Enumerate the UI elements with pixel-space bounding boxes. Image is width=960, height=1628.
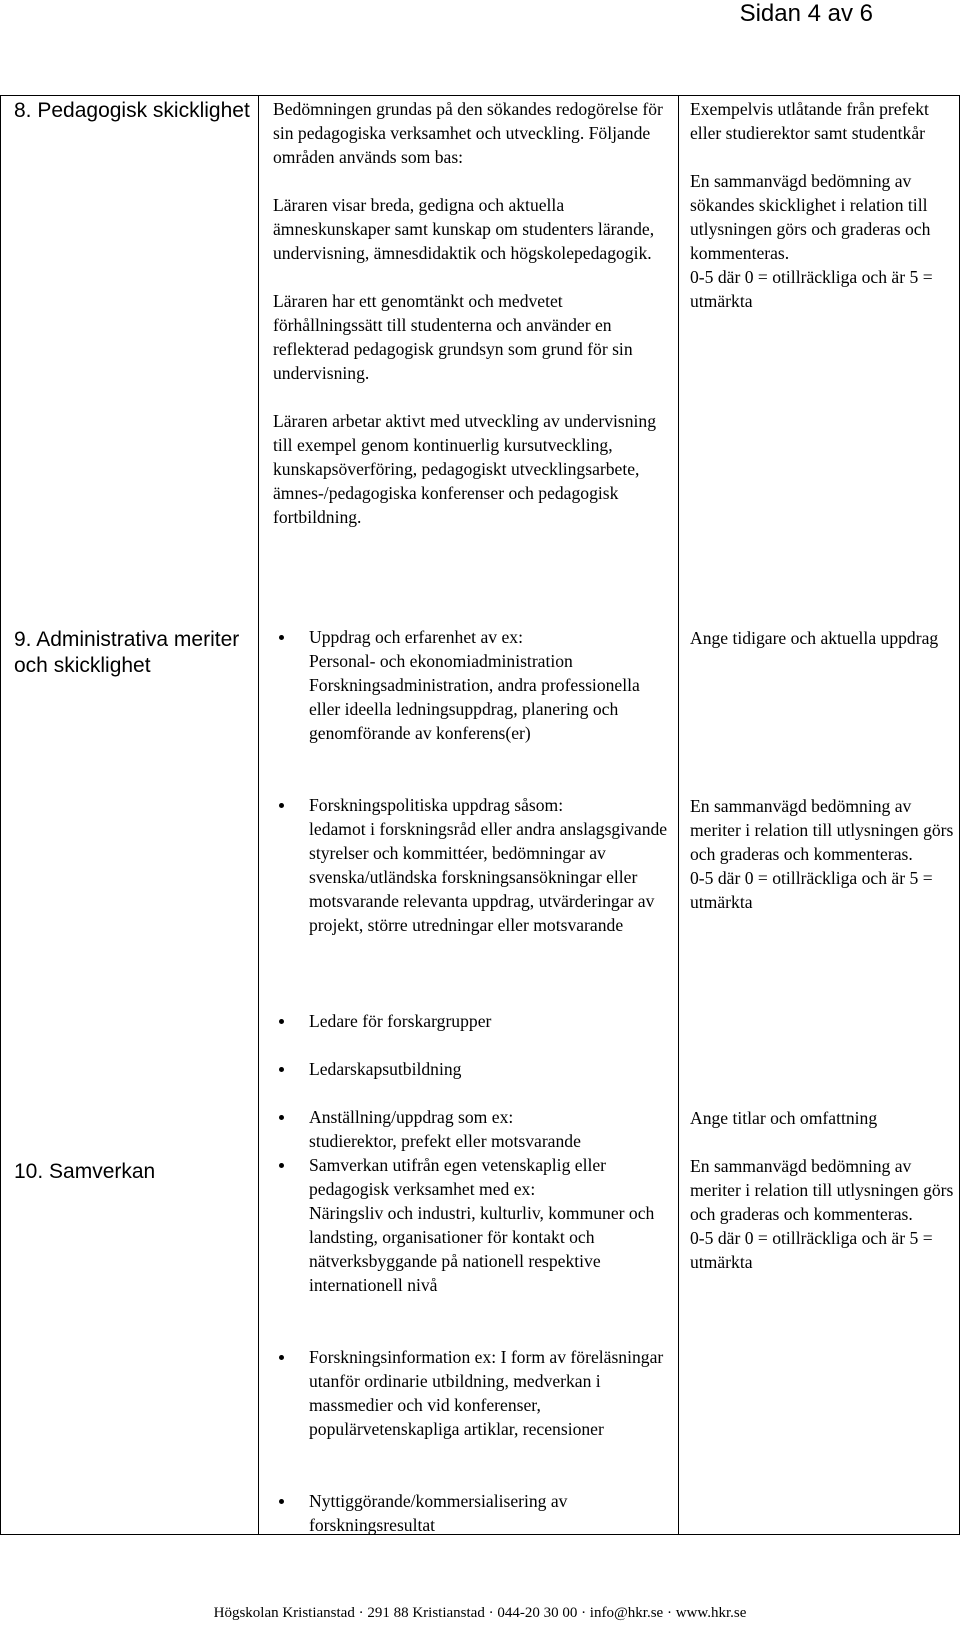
description-paragraph: Läraren har ett genomtänkt och medvetet förhållningssätt till studenterna och använder en reflekterad pedagogisk grundsyn som grund för sin undervisning. [273, 291, 633, 383]
list-item-text: studierektor, prefekt eller motsvarande [309, 1131, 581, 1151]
description-paragraph: Läraren arbetar aktivt med utveckling av undervisning till exempel genom kontinuerlig kursutveckling, kunskapsöverföring, pedagogiskt utvecklingsarbete, ämnes-/pedagogiska konferenser och pedagogisk fortbildning. [273, 411, 657, 527]
list-item-text: Uppdrag och erfarenhet av ex: [309, 627, 523, 647]
list-item-text: Ledarskapsutbildning [309, 1059, 462, 1079]
bullet-icon [279, 1499, 284, 1504]
note-text: 0-5 där 0 = otillräckliga och är 5 = utmärkta [690, 868, 933, 912]
section-notes-samverkan [690, 1154, 954, 1274]
list-item-text: Anställning/uppdrag som ex: [309, 1107, 514, 1127]
note-text: Ange tidigare och aktuella uppdrag [690, 628, 939, 648]
list-item-text: Forskningspolitiska uppdrag såsom: [309, 795, 564, 815]
note-text: 0-5 där 0 = otillräckliga och är 5 = utmärkta [690, 267, 933, 311]
column-divider-2 [678, 95, 679, 1535]
bullet-icon [279, 803, 284, 808]
column-divider-1 [258, 95, 259, 1535]
bullet-icon [279, 1355, 284, 1360]
section-description-pedagogisk [273, 97, 673, 529]
section-notes-administrativa-2 [690, 794, 954, 914]
list-item-text: ledamot i forskningsråd eller andra anslagsgivande styrelser och kommittéer, bedömningar av svenska/utländska forskningsansökningar eller motsvarande relevanta uppdrag, utvärderingar av projekt, större utredningar eller motsvarande [309, 819, 668, 935]
bullet-icon [279, 1019, 284, 1024]
section-label-samverkan: 10. Samverkan [14, 1160, 156, 1183]
list-item-text: Samverkan utifrån egen vetenskaplig eller pedagogisk verksamhet med ex: [309, 1155, 607, 1199]
note-text: Ange titlar och omfattning [690, 1108, 878, 1128]
page-indicator: Sidan 4 av 6 [739, 0, 873, 27]
list-item-text: Forskningsinformation ex: I form av föreläsningar utanför ordinarie utbildning, medverkan i massmedier och vid konferenser, populärvetenskapliga artiklar, recensioner [309, 1347, 664, 1439]
section-notes-administrativa-3 [690, 1106, 954, 1130]
note-text: En sammanvägd bedömning av meriter i relation till utlysningen görs och graderas och kommenteras. [690, 1156, 954, 1224]
table-top-border [0, 95, 960, 96]
description-paragraph: Bedömningen grundas på den sökandes redogörelse för sin pedagogiska verksamhet och utveckling. Följande områden används som bas: [273, 99, 663, 167]
list-item-text: Ledare för forskargrupper [309, 1011, 492, 1031]
bullet-icon [279, 1115, 284, 1120]
note-text: En sammanvägd bedömning av sökandes skicklighet i relation till utlysningen görs och graderas och kommenteras. [690, 171, 931, 263]
note-text: Exempelvis utlåtande från prefekt eller studierektor samt studentkår [690, 99, 929, 143]
note-text: 0-5 där 0 = otillräckliga och är 5 = utmärkta [690, 1228, 933, 1272]
list-item-text: Forskningsadministration, andra professionella eller ideella ledningsuppdrag, planering och genomförande av konferens(er) [309, 675, 640, 743]
description-paragraph: Läraren visar breda, gedigna och aktuella ämneskunskaper samt kunskap om studenters lärande, undervisning, ämnesdidaktik och högskolepedagogik. [273, 195, 655, 263]
list-item-text: Näringsliv och industri, kulturliv, kommuner och landsting, organisationer för kontakt och nätverksbyggande på nationell respektive internationell nivå [309, 1203, 655, 1295]
note-text: En sammanvägd bedömning av meriter i relation till utlysningen görs och graderas och kommenteras. [690, 796, 954, 864]
criteria-table [0, 95, 960, 1535]
bullet-icon [279, 1067, 284, 1072]
section-notes-administrativa [690, 626, 954, 650]
section-label-pedagogisk: 8. Pedagogisk skicklighet [14, 99, 250, 122]
list-item-text: Nyttiggörande/kommersialisering av forskningsresultat [309, 1491, 568, 1535]
bullet-icon [279, 1163, 284, 1168]
bullet-icon [279, 635, 284, 640]
list-item-text: Personal- och ekonomiadministration [309, 651, 573, 671]
footer-contact: Högskolan Kristianstad · 291 88 Kristianstad · 044-20 30 00 · info@hkr.se · www.hkr.se [213, 1605, 747, 1621]
section-notes-pedagogisk [690, 97, 954, 313]
section-label-administrativa: 9. Administrativa meriter och skicklighet [14, 628, 240, 677]
table-left-border [0, 95, 1, 1535]
